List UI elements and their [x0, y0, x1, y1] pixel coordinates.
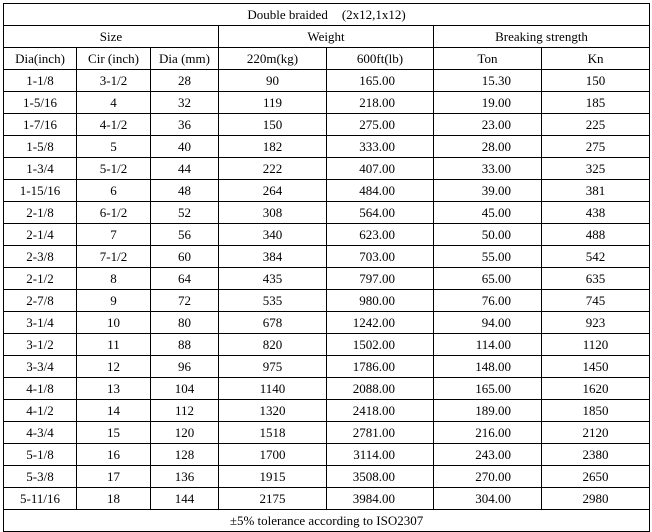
table-row	[4, 158, 650, 180]
cell-weight-lb: 980.00	[327, 290, 434, 312]
cell-dia-inch: 4-3/4	[4, 422, 77, 444]
table-row	[4, 92, 650, 114]
cell-dia-mm: 44	[151, 158, 219, 180]
cell-breaking-kn: 1850	[542, 400, 650, 422]
cell-breaking-kn: 438	[542, 202, 650, 224]
cell-breaking-kn: 923	[542, 312, 650, 334]
footer-row	[4, 510, 650, 532]
cell-weight-kg: 435	[219, 268, 327, 290]
cell-cir-inch: 18	[77, 488, 151, 510]
cell-weight-kg: 535	[219, 290, 327, 312]
cell-dia-inch: 5-11/16	[4, 488, 77, 510]
cell-dia-inch: 1-1/8	[4, 70, 77, 92]
column-header-dia-inch: Dia(inch)	[4, 48, 77, 70]
cell-weight-kg: 308	[219, 202, 327, 224]
cell-dia-inch: 4-1/8	[4, 378, 77, 400]
cell-weight-lb: 407.00	[327, 158, 434, 180]
cell-weight-kg: 90	[219, 70, 327, 92]
cell-weight-lb: 218.00	[327, 92, 434, 114]
cell-weight-kg: 1518	[219, 422, 327, 444]
table-body	[4, 4, 650, 510]
cell-dia-mm: 104	[151, 378, 219, 400]
cell-weight-kg: 264	[219, 180, 327, 202]
cell-weight-lb: 1502.00	[327, 334, 434, 356]
cell-dia-inch: 5-1/8	[4, 444, 77, 466]
cell-dia-mm: 144	[151, 488, 219, 510]
cell-weight-kg: 340	[219, 224, 327, 246]
cell-breaking-ton: 33.00	[434, 158, 542, 180]
cell-breaking-ton: 50.00	[434, 224, 542, 246]
cell-weight-lb: 3114.00	[327, 444, 434, 466]
cell-breaking-ton: 39.00	[434, 180, 542, 202]
cell-cir-inch: 6	[77, 180, 151, 202]
cell-breaking-ton: 28.00	[434, 136, 542, 158]
cell-weight-lb: 2088.00	[327, 378, 434, 400]
column-header-kn: Kn	[542, 48, 650, 70]
cell-dia-mm: 96	[151, 356, 219, 378]
cell-cir-inch: 9	[77, 290, 151, 312]
cell-weight-kg: 678	[219, 312, 327, 334]
cell-dia-inch: 3-3/4	[4, 356, 77, 378]
cell-dia-inch: 1-3/4	[4, 158, 77, 180]
table-row	[4, 202, 650, 224]
cell-breaking-kn: 488	[542, 224, 650, 246]
cell-cir-inch: 4-1/2	[77, 114, 151, 136]
cell-breaking-ton: 216.00	[434, 422, 542, 444]
cell-breaking-kn: 150	[542, 70, 650, 92]
cell-weight-kg: 975	[219, 356, 327, 378]
table-title-construction: (2x12,1x12)	[341, 6, 406, 22]
cell-cir-inch: 12	[77, 356, 151, 378]
table-row	[4, 180, 650, 202]
cell-cir-inch: 16	[77, 444, 151, 466]
cell-dia-inch: 1-15/16	[4, 180, 77, 202]
cell-dia-inch: 2-7/8	[4, 290, 77, 312]
group-header-breaking-strength: Breaking strength	[434, 26, 650, 48]
cell-dia-inch: 1-5/8	[4, 136, 77, 158]
cell-breaking-ton: 19.00	[434, 92, 542, 114]
table-row	[4, 224, 650, 246]
cell-breaking-kn: 2380	[542, 444, 650, 466]
cell-breaking-kn: 325	[542, 158, 650, 180]
column-header-dia-mm: Dia (mm)	[151, 48, 219, 70]
table-row	[4, 246, 650, 268]
cell-dia-inch: 1-7/16	[4, 114, 77, 136]
cell-cir-inch: 7	[77, 224, 151, 246]
cell-dia-inch: 2-1/8	[4, 202, 77, 224]
table-row	[4, 114, 650, 136]
cell-cir-inch: 5-1/2	[77, 158, 151, 180]
cell-dia-mm: 32	[151, 92, 219, 114]
cell-weight-kg: 119	[219, 92, 327, 114]
cell-weight-lb: 3508.00	[327, 466, 434, 488]
cell-breaking-ton: 23.00	[434, 114, 542, 136]
cell-cir-inch: 14	[77, 400, 151, 422]
cell-dia-inch: 2-3/8	[4, 246, 77, 268]
cell-breaking-kn: 185	[542, 92, 650, 114]
cell-breaking-kn: 2120	[542, 422, 650, 444]
cell-cir-inch: 13	[77, 378, 151, 400]
cell-dia-mm: 72	[151, 290, 219, 312]
cell-dia-inch: 5-3/8	[4, 466, 77, 488]
cell-dia-mm: 36	[151, 114, 219, 136]
cell-dia-inch: 3-1/2	[4, 334, 77, 356]
cell-cir-inch: 5	[77, 136, 151, 158]
cell-weight-lb: 1786.00	[327, 356, 434, 378]
cell-dia-inch: 3-1/4	[4, 312, 77, 334]
cell-breaking-kn: 225	[542, 114, 650, 136]
cell-dia-mm: 128	[151, 444, 219, 466]
cell-breaking-kn: 635	[542, 268, 650, 290]
cell-cir-inch: 3-1/2	[77, 70, 151, 92]
cell-cir-inch: 11	[77, 334, 151, 356]
cell-weight-lb: 2418.00	[327, 400, 434, 422]
table-row	[4, 136, 650, 158]
cell-cir-inch: 15	[77, 422, 151, 444]
table-title	[4, 4, 650, 26]
cell-weight-lb: 564.00	[327, 202, 434, 224]
cell-dia-mm: 28	[151, 70, 219, 92]
cell-breaking-kn: 745	[542, 290, 650, 312]
column-header-weight-kg: 220m(kg)	[219, 48, 327, 70]
cell-breaking-ton: 94.00	[434, 312, 542, 334]
cell-weight-lb: 797.00	[327, 268, 434, 290]
cell-breaking-ton: 55.00	[434, 246, 542, 268]
cell-weight-lb: 2781.00	[327, 422, 434, 444]
cell-breaking-ton: 165.00	[434, 378, 542, 400]
cell-weight-kg: 1320	[219, 400, 327, 422]
rope-spec-table	[3, 3, 650, 532]
cell-weight-kg: 2175	[219, 488, 327, 510]
cell-breaking-kn: 1450	[542, 356, 650, 378]
cell-breaking-ton: 243.00	[434, 444, 542, 466]
table-row	[4, 466, 650, 488]
cell-weight-kg: 1915	[219, 466, 327, 488]
cell-dia-mm: 52	[151, 202, 219, 224]
cell-weight-lb: 623.00	[327, 224, 434, 246]
cell-breaking-kn: 2650	[542, 466, 650, 488]
table-row	[4, 312, 650, 334]
table-row	[4, 70, 650, 92]
cell-weight-lb: 3984.00	[327, 488, 434, 510]
cell-breaking-ton: 270.00	[434, 466, 542, 488]
cell-weight-lb: 275.00	[327, 114, 434, 136]
cell-breaking-ton: 189.00	[434, 400, 542, 422]
cell-breaking-kn: 542	[542, 246, 650, 268]
cell-breaking-ton: 76.00	[434, 290, 542, 312]
cell-dia-mm: 80	[151, 312, 219, 334]
cell-weight-lb: 1242.00	[327, 312, 434, 334]
column-header-weight-lb: 600ft(lb)	[327, 48, 434, 70]
table-row	[4, 422, 650, 444]
cell-breaking-ton: 304.00	[434, 488, 542, 510]
cell-dia-inch: 1-5/16	[4, 92, 77, 114]
cell-breaking-ton: 15.30	[434, 70, 542, 92]
cell-breaking-ton: 114.00	[434, 334, 542, 356]
table-row	[4, 356, 650, 378]
cell-dia-mm: 60	[151, 246, 219, 268]
cell-weight-kg: 222	[219, 158, 327, 180]
cell-breaking-kn: 275	[542, 136, 650, 158]
cell-cir-inch: 17	[77, 466, 151, 488]
tolerance-note: ±5% tolerance according to ISO2307	[4, 510, 650, 532]
cell-weight-kg: 1700	[219, 444, 327, 466]
table-row	[4, 334, 650, 356]
cell-dia-mm: 88	[151, 334, 219, 356]
cell-dia-mm: 40	[151, 136, 219, 158]
cell-cir-inch: 10	[77, 312, 151, 334]
cell-weight-kg: 1140	[219, 378, 327, 400]
cell-cir-inch: 4	[77, 92, 151, 114]
cell-dia-mm: 136	[151, 466, 219, 488]
cell-cir-inch: 6-1/2	[77, 202, 151, 224]
cell-cir-inch: 8	[77, 268, 151, 290]
cell-dia-mm: 64	[151, 268, 219, 290]
table-row	[4, 400, 650, 422]
table-row	[4, 268, 650, 290]
cell-weight-lb: 165.00	[327, 70, 434, 92]
group-header-size: Size	[4, 26, 219, 48]
table-row	[4, 444, 650, 466]
cell-dia-mm: 56	[151, 224, 219, 246]
cell-breaking-ton: 65.00	[434, 268, 542, 290]
cell-weight-kg: 820	[219, 334, 327, 356]
column-header-ton: Ton	[434, 48, 542, 70]
column-header-row	[4, 48, 650, 70]
table-row	[4, 290, 650, 312]
cell-weight-kg: 384	[219, 246, 327, 268]
cell-dia-mm: 120	[151, 422, 219, 444]
table-row	[4, 378, 650, 400]
cell-breaking-kn: 1620	[542, 378, 650, 400]
group-header-row	[4, 26, 650, 48]
cell-weight-kg: 182	[219, 136, 327, 158]
cell-dia-inch: 2-1/4	[4, 224, 77, 246]
table-row	[4, 488, 650, 510]
column-header-cir-inch: Cir (inch)	[77, 48, 151, 70]
cell-weight-kg: 150	[219, 114, 327, 136]
cell-dia-mm: 48	[151, 180, 219, 202]
cell-dia-inch: 2-1/2	[4, 268, 77, 290]
cell-breaking-ton: 148.00	[434, 356, 542, 378]
title-row	[4, 4, 650, 26]
cell-breaking-kn: 381	[542, 180, 650, 202]
cell-weight-lb: 703.00	[327, 246, 434, 268]
cell-cir-inch: 7-1/2	[77, 246, 151, 268]
cell-dia-mm: 112	[151, 400, 219, 422]
cell-weight-lb: 333.00	[327, 136, 434, 158]
cell-breaking-ton: 45.00	[434, 202, 542, 224]
group-header-weight: Weight	[219, 26, 434, 48]
cell-dia-inch: 4-1/2	[4, 400, 77, 422]
cell-breaking-kn: 2980	[542, 488, 650, 510]
cell-weight-lb: 484.00	[327, 180, 434, 202]
table-title-product: Double braided	[247, 6, 328, 22]
cell-breaking-kn: 1120	[542, 334, 650, 356]
